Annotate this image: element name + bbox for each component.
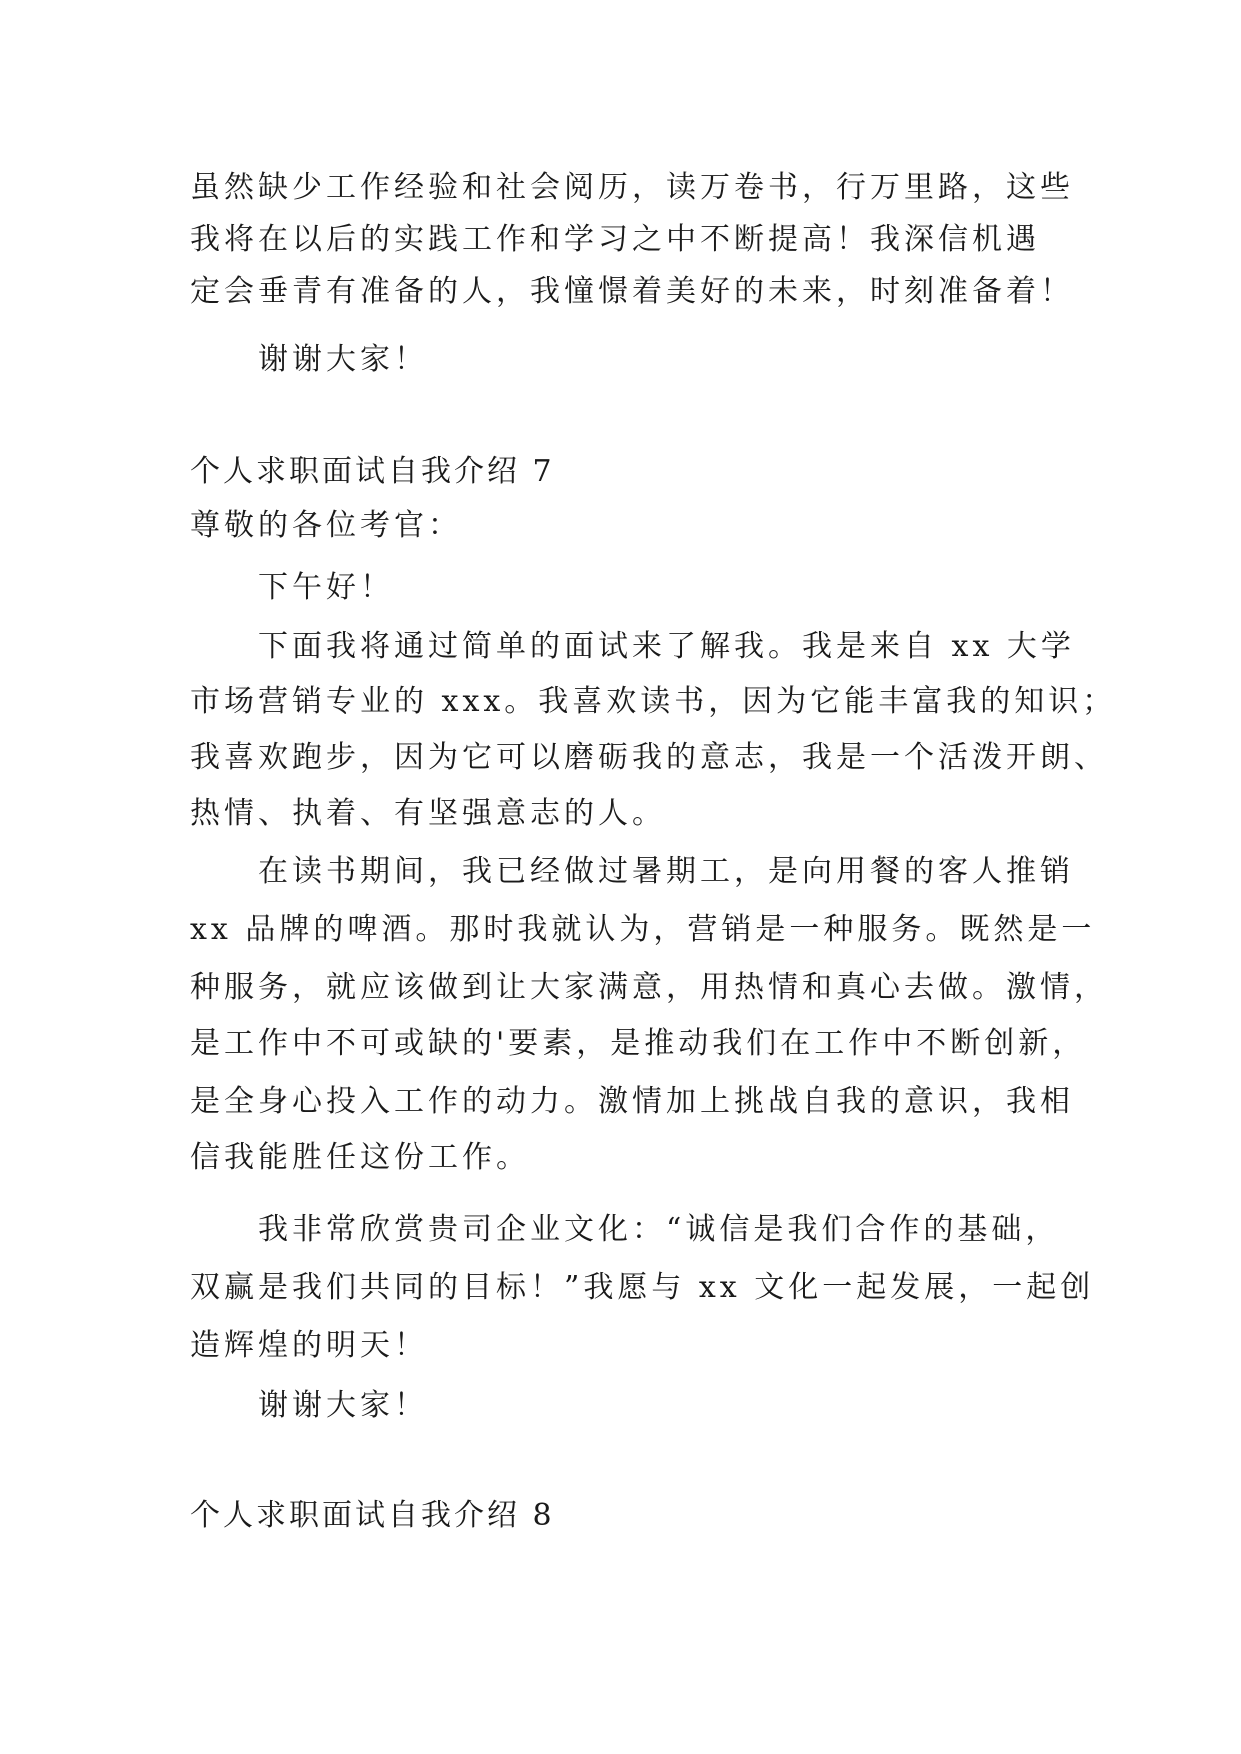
- paragraph-line: 虽然缺少工作经验和社会阅历，读万卷书，行万里路，这些: [190, 170, 1074, 205]
- closing-line: 谢谢大家！: [258, 342, 428, 377]
- paragraph-line: 种服务，就应该做到让大家满意，用热情和真心去做。激情，: [190, 970, 1108, 1005]
- paragraph-line: 我非常欣赏贵司企业文化：“诚信是我们合作的基础，: [258, 1212, 1060, 1247]
- section-heading: 个人求职面试自我介绍 8: [190, 1498, 555, 1533]
- greeting-line: 下午好！: [258, 570, 394, 605]
- paragraph-line: 我喜欢跑步，因为它可以磨砺我的意志，我是一个活泼开朗、: [190, 740, 1108, 775]
- paragraph-line: 信我能胜任这份工作。: [190, 1140, 530, 1175]
- paragraph-line: 是全身心投入工作的动力。激情加上挑战自我的意识，我相: [190, 1084, 1074, 1119]
- closing-line: 谢谢大家！: [258, 1388, 428, 1423]
- paragraph-line: 造辉煌的明天！: [190, 1328, 428, 1363]
- paragraph-line: 在读书期间，我已经做过暑期工，是向用餐的客人推销: [258, 854, 1074, 889]
- paragraph-line: 热情、执着、有坚强意志的人。: [190, 796, 666, 831]
- salutation-line: 尊敬的各位考官：: [190, 508, 462, 543]
- paragraph-line: 定会垂青有准备的人，我憧憬着美好的未来，时刻准备着！: [190, 274, 1074, 309]
- paragraph-line: 是工作中不可或缺的'要素，是推动我们在工作中不断创新，: [190, 1026, 1087, 1061]
- section-heading: 个人求职面试自我介绍 7: [190, 454, 555, 489]
- paragraph-line: xx 品牌的啤酒。那时我就认为，营销是一种服务。既然是一: [190, 912, 1096, 947]
- paragraph-line: 我将在以后的实践工作和学习之中不断提高！我深信机遇: [190, 222, 1040, 257]
- paragraph-line: 市场营销专业的 xxx。我喜欢读书，因为它能丰富我的知识；: [190, 684, 1117, 719]
- paragraph-line: 双赢是我们共同的目标！”我愿与 xx 文化一起发展，一起创: [190, 1270, 1095, 1305]
- paragraph-line: 下面我将通过简单的面试来了解我。我是来自 xx 大学: [258, 629, 1075, 664]
